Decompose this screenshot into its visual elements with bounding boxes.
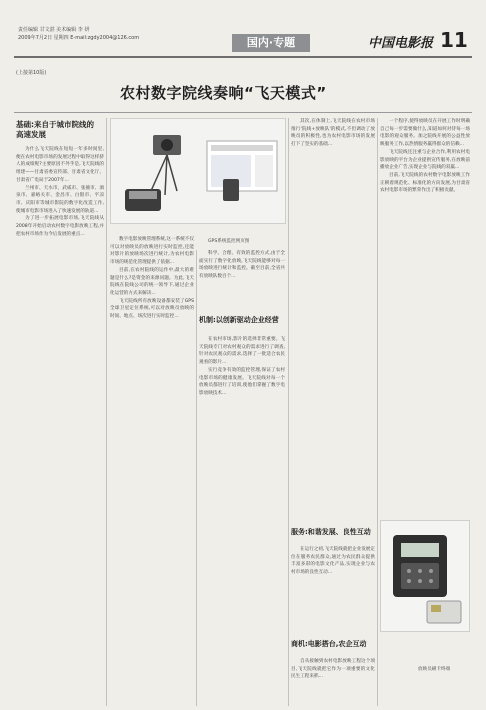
column-divider bbox=[377, 118, 378, 706]
masthead-credits bbox=[18, 26, 139, 42]
paragraph: 目前,飞天院线的农村数字电影放映工作正朝着规范化、标准化的方向发展,为甘肃省农村电影市场的繁荣作出了积极贡献。 bbox=[380, 172, 470, 194]
center-subhead: 机制:以创新驱动企业经营 bbox=[199, 316, 279, 324]
masthead-editors: 责任编辑 甘文湛 美术编辑 李 妍 bbox=[18, 27, 90, 33]
paper-logo: 中国电影报 bbox=[368, 36, 434, 51]
paragraph: 为了进一步拓展电影市场,飞天院线从2008年开始启动农村数字电影放映工程,并把农村市场作为今后发展的重点... bbox=[16, 216, 104, 237]
paragraph: 飞天院线还注重与企业合作,利用农村电影放映的平台为企业提供宣传服务,在放映前播放企业广告,实现企业与院线的双赢... bbox=[380, 149, 470, 171]
paragraph: 一个程序,使得放映员在开展工作时明确自己每一步需要做什么,知道如何对待每一场电影的观众服务。加之院线开展的公益性放映服务工作,以热情服务赢得群众的信赖... bbox=[380, 119, 470, 148]
paragraph: 为什么飞天院线在短短一年多时间里,便在农村电影市场的发展过程中取得这样骄人的成绩呢?主要原因不外乎是,飞天院线的组建——甘肃省委宣传部、甘肃省文化厅、甘肃省广电局于2007年... bbox=[16, 147, 104, 183]
gps-terminal-illustration bbox=[111, 119, 287, 225]
business-subhead: 商机:电影搭台,农企互动 bbox=[291, 640, 367, 648]
masthead-date-email: 2009年7月2日 星期四 E-mail:zgdy2004@126.com bbox=[18, 35, 140, 41]
paragraph: 在运行之初,飞天院线就把企业发展定位在服务农民群众,通过为农民群众提供丰富多彩的电影文化产品,实现企业与农村市场的良性互动... bbox=[291, 547, 375, 576]
service-subhead: 服务:和谐发展、良性互动 bbox=[291, 528, 371, 536]
top-rule bbox=[14, 56, 472, 58]
paragraph: 在农村市场,影片的选择非常重要。飞天院线专门对农村观众的需求进行了调查,针对农民观众的需求,选择了一批适合农民观看的影片... bbox=[199, 337, 285, 366]
section-label: 国内·专题 bbox=[232, 34, 310, 52]
card-terminal-illustration bbox=[381, 521, 471, 633]
left-subhead: 基础:来自于城市院线的高速发展 bbox=[16, 120, 94, 139]
headline-rule bbox=[14, 112, 472, 113]
column-divider bbox=[106, 118, 107, 706]
column-1 bbox=[16, 146, 104, 706]
paragraph: 数字电影放映管理系统,这一系统不仅可以对放映员的放映进行实时监控,还能对影片的放映场次进行统计,为农村电影市场的规范化管理提供了依据... bbox=[110, 237, 194, 266]
gps-monitor-photo bbox=[110, 118, 286, 224]
photo-caption: GPS系统监控网页图 bbox=[208, 239, 250, 244]
paragraph: 其次,在体制上,飞天院线在农村市场推行'院线+放映队'的模式,不但调动了放映员的积极性,也为农村电影市场的发展打下了坚实的基础... bbox=[291, 119, 375, 148]
column-2 bbox=[110, 236, 194, 706]
paragraph: 实行竞争有效的监控管理,保证了农村电影市场的健康发展。飞天院线对每一个放映员都进行了培训,使他们掌握了数字电影放映技术... bbox=[199, 367, 285, 396]
column-3-bottom bbox=[199, 336, 285, 706]
column-divider bbox=[288, 118, 289, 706]
terminal-caption: 放映员刷卡终端 bbox=[418, 667, 451, 672]
column-5 bbox=[380, 118, 470, 514]
column-4-bottom bbox=[291, 658, 375, 706]
paragraph: 自从接触到农村电影放映工程这个项目,飞天院线就把它作为一项重要的文化民生工程来抓... bbox=[291, 659, 375, 680]
paragraph: 兰州市、天水市、武威市、张掖市、酒泉市、嘉峪关市、金昌市、白银市、平凉市、庆阳市等城市影院的数字化改造工作,使城市电影市场进入了快速发展的轨道... bbox=[16, 185, 104, 214]
paragraph: 科学、合理、有效的监控方式,由于全面实行了数字化放映,飞天院线能够对每一场放映进行统计和监控。截至目前,全省共有放映队数百个... bbox=[199, 251, 285, 280]
page-number: 11 bbox=[440, 28, 468, 52]
article-headline: 农村数字院线奏响“飞天模式” bbox=[120, 84, 327, 102]
column-3-top bbox=[199, 250, 285, 312]
continued-tag: (上接第10版) bbox=[16, 70, 47, 76]
column-4-top bbox=[291, 118, 375, 522]
card-terminal-photo bbox=[380, 520, 470, 632]
column-4-mid bbox=[291, 546, 375, 636]
paragraph: 飞天院线所有放映设备都安装了GPS全球卫星定位系统,可以对放映员放映的时间、地点、场次进行实时监控... bbox=[110, 298, 194, 320]
paragraph: 目前,在农村院线的运作中,最大的难题是什么?是资金的来源问题。为此,飞天院线在院线公司的统一领导下,通过企业化运营的方式来解决... bbox=[110, 267, 194, 296]
column-divider bbox=[196, 250, 197, 706]
